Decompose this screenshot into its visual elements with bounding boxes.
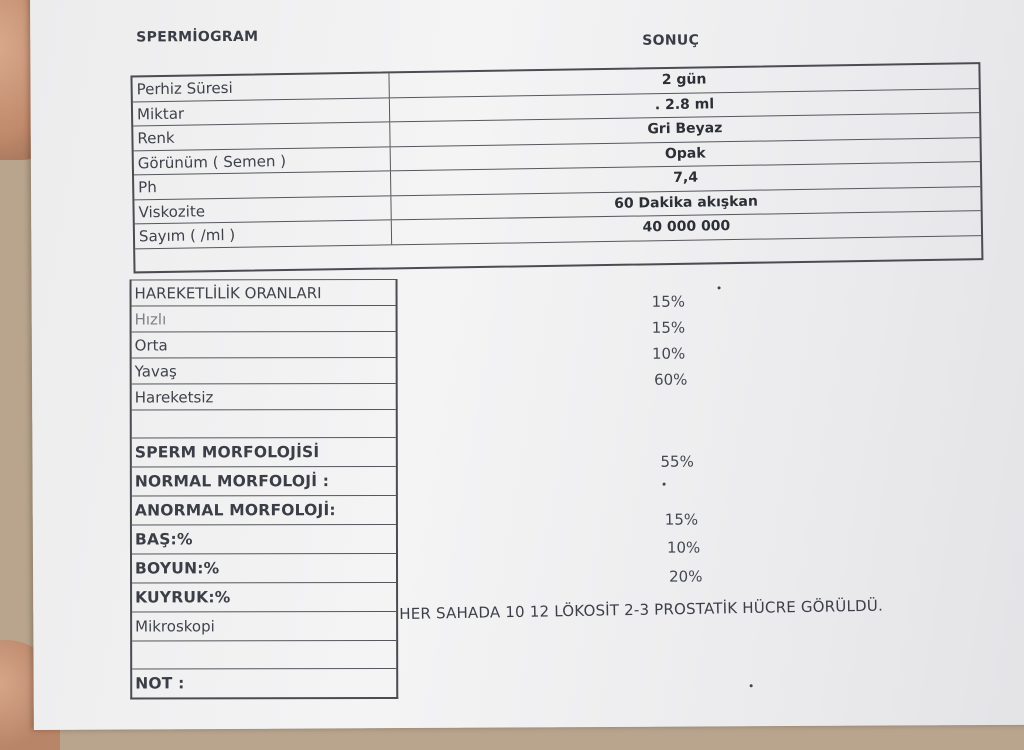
neck-defect-value: 10% [666,538,701,557]
motility-header: HAREKETLİLİK ORANLARI [132,279,396,305]
basic-parameters-table [130,62,983,273]
head-defect-label: BAŞ:% [132,524,396,553]
result-column-header: SONUÇ [642,32,700,49]
motility-value-medium: 15% [651,318,686,337]
tail-defect-label: KUYRUK:% [132,582,396,611]
row-value: 60 Dakika akışkan [614,193,759,212]
morphology-header: SPERM MORFOLOJİSİ [132,437,396,466]
motility-label-medium: Orta [132,331,396,357]
row-label: Renk [133,122,390,150]
ink-dot [718,286,721,289]
row-value: Gri Beyaz [647,120,723,138]
row-value: Opak [664,144,706,162]
microscopy-value: HER SAHADA 10 12 LÖKOSİT 2-3 PROSTATİK HÜCRE GÖRÜLDÜ. [399,596,884,624]
row-value: 2 gün [661,71,707,89]
microscopy-label: Mikroskopi [132,611,396,640]
motility-value-immotile: 60% [654,370,688,389]
neck-defect-label: BOYUN:% [132,553,396,582]
detail-parameters-table [130,279,399,699]
paper-sheet [30,0,1024,730]
table-row-empty [132,640,396,668]
note-label: NOT : [132,668,396,697]
motility-label-slow: Yavaş [132,357,396,383]
motility-value-fast: 15% [651,292,686,311]
motility-label-immotile: Hareketsiz [132,383,396,409]
motility-label-fast: Hızlı [132,305,396,331]
ink-dot [663,483,666,486]
row-value: 7,4 [673,169,699,186]
row-label: Miktar [133,98,390,126]
abnormal-morphology-label: ANORMAL MORFOLOJİ: [132,495,396,524]
normal-morphology-label: NORMAL MORFOLOJİ : [132,466,396,495]
motility-value-slow: 10% [651,344,686,363]
head-defect-value: 15% [664,510,699,529]
normal-morphology-value: 55% [660,452,694,471]
row-value: 40 000 000 [642,218,731,236]
tail-defect-value: 20% [669,567,703,586]
table-row-empty [132,409,396,437]
row-label: Sayım ( /ml ) [135,220,392,248]
row-value: . 2.8 ml [654,95,715,113]
row-label: Perhiz Süresi [132,73,389,101]
ink-dot [750,684,753,687]
document-title: SPERMİOGRAM [136,28,259,46]
row-label: Viskozite [134,196,391,224]
row-label: Ph [134,171,391,199]
row-label: Görünüm ( Semen ) [134,147,391,175]
